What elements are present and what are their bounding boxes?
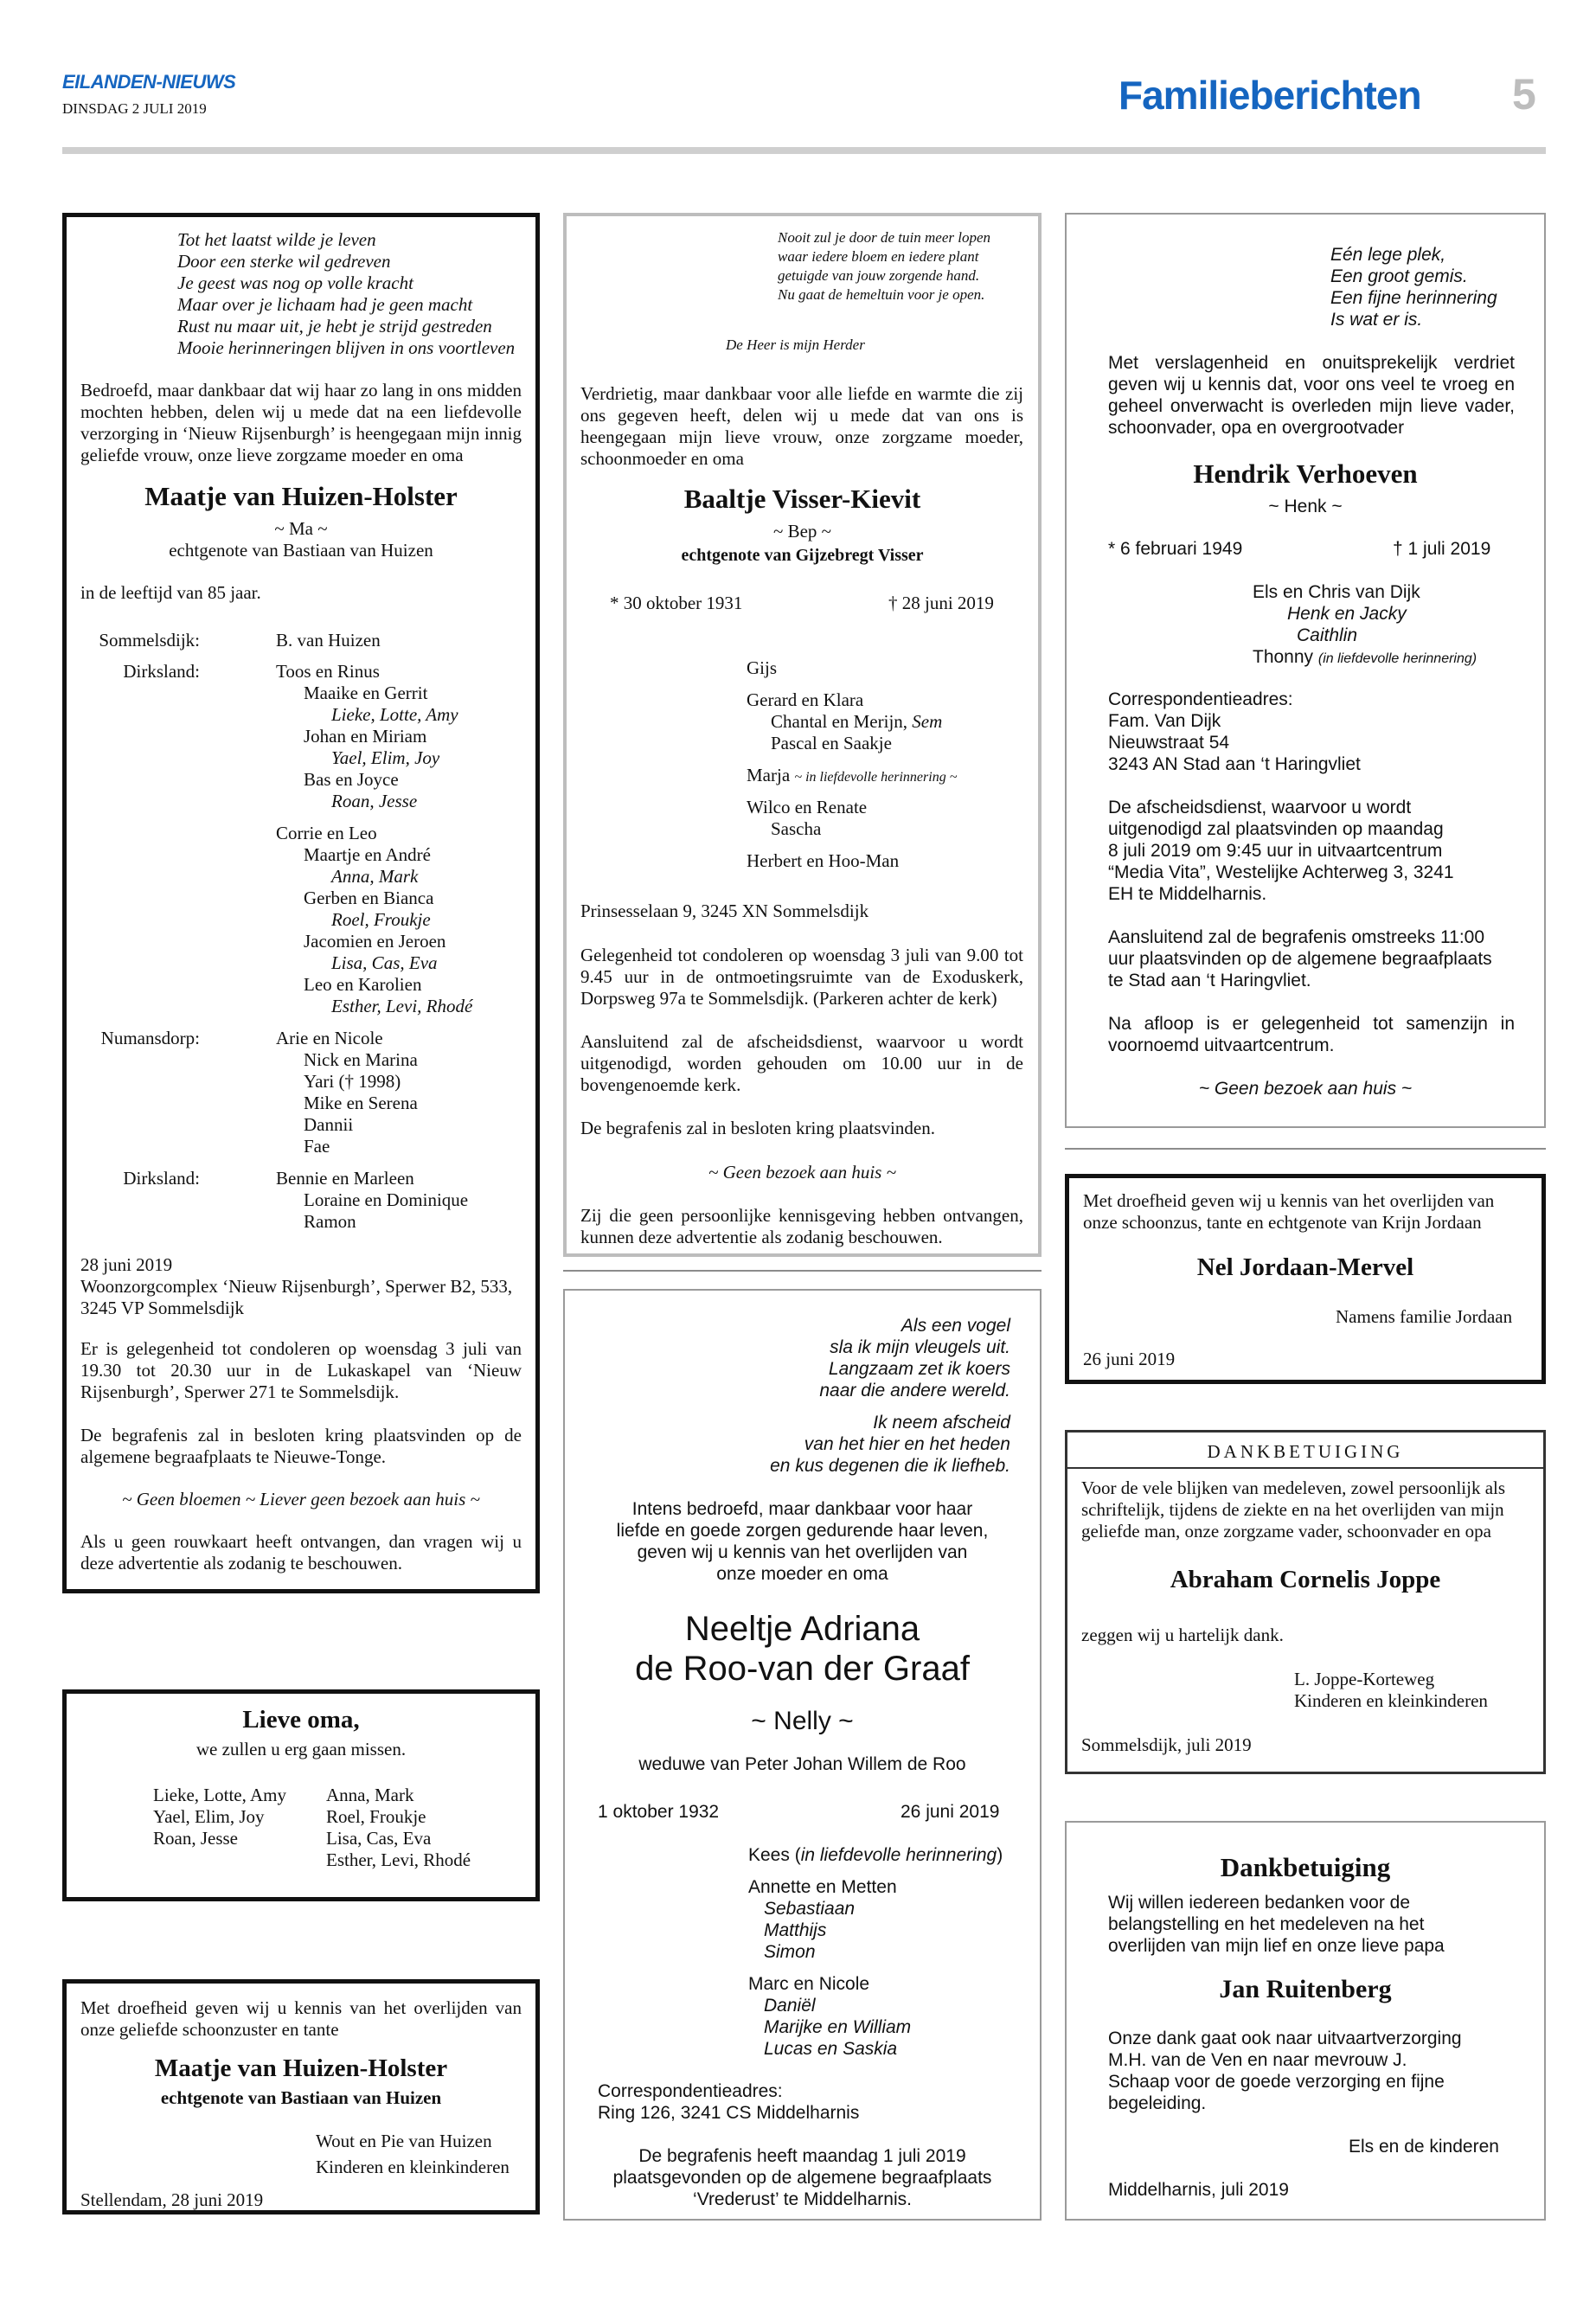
family-member: Toos en Rinus bbox=[276, 661, 380, 682]
column-divider bbox=[563, 1270, 1042, 1272]
visit-note: ~ Geen bezoek aan huis ~ bbox=[708, 1162, 896, 1183]
family-member: Gerben en Bianca bbox=[304, 888, 434, 908]
intro-text: Met droefheid geven wij u kennis van het overlijden van onze geliefde schoonzuster en tante bbox=[80, 1997, 522, 2040]
signer: Kinderen en kleinkinderen bbox=[316, 2157, 510, 2177]
thanks-text: begeleiding. bbox=[1108, 2093, 1207, 2113]
family-member: Herbert en Hoo-Man bbox=[747, 850, 900, 871]
poem-line: naar die andere wereld. bbox=[819, 1381, 1010, 1400]
intro-text: geliefde man, onze zorgzame vader, schoonvader en opa bbox=[1081, 1521, 1491, 1541]
poem-line: van het hier en het heden bbox=[804, 1434, 1010, 1454]
funeral-line: te Stad aan ‘t Haringvliet. bbox=[1108, 971, 1311, 990]
intro-text: Voor de vele blijken van medeleven, zowel persoonlijk als bbox=[1081, 1477, 1506, 1498]
correspondence-label: Correspondentieadres: bbox=[598, 2081, 783, 2101]
family-member: Els en Chris van Dijk bbox=[1253, 582, 1420, 602]
poem-line: getuigde van jouw zorgende hand. bbox=[778, 267, 980, 284]
signer: Kinderen en kleinkinderen bbox=[1294, 1690, 1488, 1711]
deceased-name: Jan Ruitenberg bbox=[1219, 1975, 1392, 2003]
nickname: ~ Nelly ~ bbox=[751, 1707, 854, 1735]
family-member: Dannii bbox=[304, 1114, 354, 1135]
poem-line: Door een sterke wil gedreven bbox=[177, 251, 391, 272]
deceased-name: Abraham Cornelis Joppe bbox=[1170, 1566, 1441, 1593]
correspondence-line: Nieuwstraat 54 bbox=[1108, 733, 1230, 753]
family-member: Lisa, Cas, Eva bbox=[331, 952, 438, 973]
tribute-lieve-oma bbox=[62, 1689, 540, 1901]
intro-text: liefde en goede zorgen gedurende haar leven, bbox=[616, 1521, 989, 1541]
thanks-ruitenberg bbox=[1065, 1821, 1546, 2221]
notice-date: 26 juni 2019 bbox=[1083, 1349, 1176, 1369]
poem-line: Nooit zul je door de tuin meer lopen bbox=[778, 229, 991, 246]
poem-line: Een fijne herinnering bbox=[1330, 288, 1497, 308]
nickname: ~ Bep ~ bbox=[772, 521, 832, 542]
deceased-name: Maatje van Huizen-Holster bbox=[154, 2054, 448, 2082]
service-line: De afscheidsdienst, waarvoor u wordt bbox=[1108, 798, 1412, 817]
family-member: Maartje en André bbox=[304, 844, 431, 865]
verse-line: De Heer is mijn Herder bbox=[726, 336, 865, 353]
funeral-text: De begrafenis zal in besloten kring plaatsvinden. bbox=[580, 1118, 935, 1138]
family-member: Bennie en Marleen bbox=[276, 1168, 414, 1189]
obituary-verhoeven bbox=[1065, 213, 1546, 1128]
thanks-joppe bbox=[1065, 1430, 1546, 1774]
family-place: Sommelsdijk: bbox=[99, 630, 200, 651]
family-member: Sebastiaan bbox=[764, 1899, 856, 1919]
notice-jordaan-mervel bbox=[1065, 1174, 1546, 1384]
family-member: Marc en Nicole bbox=[748, 1974, 870, 1994]
grandchildren: Roel, Froukje bbox=[326, 1806, 426, 1827]
family-member: Simon bbox=[764, 1942, 816, 1962]
tribute-title: Lieve oma, bbox=[242, 1706, 360, 1734]
intro-text: schriftelijk, tijdens de ziekte en na het overlijden van mijn bbox=[1081, 1499, 1504, 1520]
service-text: Aansluitend zal de afscheidsdienst, waarvoor u wordt uitgenodigd, worden gehouden om 10.00 uur in de bovengenoemde kerk. bbox=[580, 1031, 1023, 1095]
family-member: Ramon bbox=[304, 1211, 356, 1232]
funeral-line: Aansluitend zal de begrafenis omstreeks 11:00 bbox=[1108, 927, 1485, 947]
family-member: Lucas en Saskia bbox=[764, 2039, 898, 2059]
family-member: Jacomien en Jeroen bbox=[304, 931, 446, 952]
intro-text: Met verslagenheid en onuitsprekelijk verdriet geven wij u kennis dat, voor ons veel te vroeg en geheel onverwacht is overleden mijn lieve vader, schoonvader, opa en overgrootvader bbox=[1108, 353, 1515, 438]
family-member: Thonny (in liefdevolle herinnering) bbox=[1253, 647, 1477, 667]
family-place: Dirksland: bbox=[123, 661, 200, 682]
family-member: Gerard en Klara bbox=[747, 689, 864, 710]
grandchildren: Esther, Levi, Rhodé bbox=[326, 1849, 471, 1870]
birth-date: * 30 oktober 1931 bbox=[610, 593, 743, 613]
intro-text: geven wij u kennis van het overlijden van bbox=[637, 1542, 968, 1562]
newspaper-logo: EILANDEN-NIEUWS bbox=[62, 71, 236, 93]
grandchildren: Anna, Mark bbox=[326, 1785, 414, 1805]
death-date: 28 juni 2019 bbox=[80, 1254, 173, 1275]
signer: Wout en Pie van Huizen bbox=[316, 2131, 492, 2151]
grandchildren: Lisa, Cas, Eva bbox=[326, 1828, 432, 1849]
family-member: Yari († 1998) bbox=[304, 1071, 401, 1092]
closing-text: Als u geen rouwkaart heeft ontvangen, dan vragen wij u deze advertentie als zodanig te beschouwen. bbox=[80, 1531, 522, 1574]
family-member: Corrie en Leo bbox=[276, 823, 377, 843]
signer: Els en de kinderen bbox=[1349, 2137, 1499, 2157]
family-member: Johan en Miriam bbox=[304, 726, 427, 747]
thanks-text: Onze dank gaat ook naar uitvaartverzorging bbox=[1108, 2029, 1462, 2048]
funeral-line: uur plaatsvinden op de algemene begraafplaats bbox=[1108, 949, 1492, 969]
after-text: Na afloop is er gelegenheid tot samenzijn in voornoemd uitvaartcentrum. bbox=[1108, 1014, 1515, 1055]
family-member: Esther, Levi, Rhodé bbox=[331, 996, 473, 1016]
death-date: † 28 juni 2019 bbox=[888, 593, 994, 613]
poem-line: Je geest was nog op volle kracht bbox=[177, 272, 413, 293]
intro-text: Wij willen iedereen bedanken voor de bbox=[1108, 1893, 1411, 1913]
intro-text: belangstelling en het medeleven na het bbox=[1108, 1914, 1425, 1934]
poem-line: Als een vogel bbox=[901, 1316, 1010, 1336]
family-member: Henk en Jacky bbox=[1287, 604, 1407, 624]
family-member: Chantal en Merijn, Sem bbox=[771, 711, 943, 732]
poem-line: Rust nu maar uit, je hebt je strijd gestreden bbox=[177, 316, 492, 336]
title-rule bbox=[1067, 1467, 1543, 1469]
thanks-title: DANKBETUIGING bbox=[1207, 1441, 1404, 1462]
place-date: Stellendam, 28 juni 2019 bbox=[80, 2189, 264, 2210]
family-member: Mike en Serena bbox=[304, 1093, 418, 1113]
intro-text: onze moeder en oma bbox=[716, 1564, 888, 1584]
deceased-name: Baaltje Visser-Kievit bbox=[683, 484, 921, 514]
deceased-name: Nel Jordaan-Mervel bbox=[1196, 1253, 1414, 1281]
grandchildren: Roan, Jesse bbox=[153, 1828, 238, 1849]
intro-text: Intens bedroefd, maar dankbaar voor haar bbox=[631, 1499, 973, 1519]
thanks-text: M.H. van de Ven en naar mevrouw J. bbox=[1108, 2050, 1407, 2070]
visit-note: ~ Geen bloemen ~ Liever geen bezoek aan huis ~ bbox=[122, 1489, 480, 1509]
obituary-de-roo-van-der-graaf bbox=[563, 1289, 1042, 2221]
address-line: Woonzorgcomplex ‘Nieuw Rijsenburgh’, Sperwer B2, 533, bbox=[80, 1276, 513, 1297]
poem-line: Ik neem afscheid bbox=[873, 1413, 1010, 1433]
family-member: Roel, Froukje bbox=[331, 909, 431, 930]
family-member: Lieke, Lotte, Amy bbox=[331, 704, 458, 725]
birth-date: 1 oktober 1932 bbox=[598, 1802, 720, 1822]
family-member: Pascal en Saakje bbox=[771, 733, 892, 753]
issue-date: DINSDAG 2 JULI 2019 bbox=[62, 100, 207, 117]
nickname: ~ Ma ~ bbox=[274, 518, 328, 539]
family-member: Nick en Marina bbox=[304, 1049, 418, 1070]
family-member: Maaike en Gerrit bbox=[304, 683, 428, 703]
birth-date: * 6 februari 1949 bbox=[1108, 539, 1243, 559]
intro-text: Met droefheid geven wij u kennis van het overlijden van bbox=[1083, 1190, 1495, 1211]
thanks-title: Dankbetuiging bbox=[1220, 1852, 1391, 1882]
correspondence-line: Fam. Van Dijk bbox=[1108, 711, 1221, 731]
service-line: EH te Middelharnis. bbox=[1108, 884, 1267, 904]
family-member: Annette en Metten bbox=[748, 1877, 897, 1897]
spouse-line: echtgenote van Gijzebregt Visser bbox=[681, 546, 924, 565]
family-place: Numansdorp: bbox=[100, 1028, 200, 1048]
poem-line: Een groot gemis. bbox=[1330, 266, 1468, 286]
family-member: Yael, Elim, Joy bbox=[331, 747, 440, 768]
address-line: Prinsesselaan 9, 3245 XN Sommelsdijk bbox=[580, 901, 869, 921]
poem-line: Mooie herinneringen blijven in ons voortleven bbox=[177, 337, 516, 358]
funeral-text: De begrafenis heeft maandag 1 juli 2019 bbox=[638, 2146, 966, 2166]
grandchildren: Yael, Elim, Joy bbox=[153, 1806, 265, 1827]
spouse-line: echtgenote van Bastiaan van Huizen bbox=[160, 2087, 442, 2108]
thanks-text: zeggen wij u hartelijk dank. bbox=[1081, 1625, 1284, 1645]
intro-text: Verdrietig, maar dankbaar voor alle liefde en warmte die zij ons gegeven heeft, delen wij u mede dat van ons is heengegaan mijn lieve vrouw, onze zorgzame moeder, schoonmoeder en oma bbox=[580, 383, 1023, 469]
service-line: “Media Vita”, Westelijke Achterweg 3, 3241 bbox=[1108, 862, 1454, 882]
service-line: 8 juli 2019 om 9:45 uur in uitvaartcentrum bbox=[1108, 841, 1443, 861]
grandchildren: Lieke, Lotte, Amy bbox=[153, 1785, 286, 1805]
poem-line: Eén lege plek, bbox=[1330, 245, 1446, 265]
funeral-text: ‘Vrederust’ te Middelharnis. bbox=[693, 2189, 912, 2209]
condolence-text: Gelegenheid tot condoleren op woensdag 3 juli van 9.00 tot 9.45 uur in de ontmoetingsruimte van de Exoduskerk, Dorpsweg 97a te Sommelsdijk. (Parkeren achter de kerk) bbox=[580, 945, 1023, 1009]
spouse-line: weduwe van Peter Johan Willem de Roo bbox=[638, 1754, 966, 1774]
obituary-huizen-holster bbox=[62, 213, 540, 1593]
spouse-line: echtgenote van Bastiaan van Huizen bbox=[169, 540, 433, 561]
funeral-text: plaatsgevonden op de algemene begraafplaats bbox=[612, 2168, 992, 2188]
intro-text: onze schoonzus, tante en echtgenote van Krijn Jordaan bbox=[1083, 1212, 1482, 1233]
family-member: Marja ~ in liefdevolle herinnering ~ bbox=[747, 765, 958, 785]
correspondence-address: Ring 126, 3241 CS Middelharnis bbox=[598, 2103, 860, 2123]
poem-line: en kus degenen die ik liefheb. bbox=[770, 1456, 1010, 1476]
service-line: uitgenodigd zal plaatsvinden op maandag bbox=[1108, 819, 1444, 839]
section-title: Familieberichten bbox=[1118, 73, 1421, 118]
family-member: Loraine en Dominique bbox=[304, 1189, 469, 1210]
family-member: Fae bbox=[304, 1136, 330, 1157]
death-date: 26 juni 2019 bbox=[901, 1802, 1000, 1822]
address-line: 3245 VP Sommelsdijk bbox=[80, 1298, 245, 1318]
page-number: 5 bbox=[1512, 70, 1536, 119]
family-member: Matthijs bbox=[764, 1920, 827, 1940]
family-member: Caithlin bbox=[1297, 625, 1358, 645]
nickname: ~ Henk ~ bbox=[1268, 497, 1343, 516]
family-member: Marijke en William bbox=[764, 2017, 912, 2037]
poem-line: Is wat er is. bbox=[1330, 310, 1423, 330]
place-date: Sommelsdijk, juli 2019 bbox=[1081, 1734, 1252, 1755]
notice-huizen-holster-family bbox=[62, 1979, 540, 2214]
column-divider bbox=[1065, 1148, 1546, 1150]
visit-note: ~ Geen bezoek aan huis ~ bbox=[1198, 1079, 1413, 1099]
poem-line: sla ik mijn vleugels uit. bbox=[830, 1337, 1010, 1357]
closing-text: Zij die geen persoonlijke kennisgeving hebben ontvangen, kunnen deze advertentie als zodanig beschouwen. bbox=[580, 1205, 1023, 1247]
header-rule bbox=[62, 147, 1546, 154]
family-member: Bas en Joyce bbox=[304, 769, 399, 790]
deceased-name: Hendrik Verhoeven bbox=[1193, 458, 1418, 489]
correspondence-line: Correspondentieadres: bbox=[1108, 689, 1293, 709]
signer: L. Joppe-Korteweg bbox=[1294, 1669, 1435, 1689]
family-member: Sascha bbox=[771, 818, 822, 839]
family-place: Dirksland: bbox=[123, 1168, 200, 1189]
intro-text: overlijden van mijn lief en onze lieve papa bbox=[1108, 1936, 1445, 1956]
family-member: Wilco en Renate bbox=[747, 797, 868, 817]
poem-line: Tot het laatst wilde je leven bbox=[177, 229, 376, 250]
family-member: B. van Huizen bbox=[276, 630, 381, 651]
poem-line: Langzaam zet ik koers bbox=[828, 1359, 1010, 1379]
deceased-name: de Roo-van der Graaf bbox=[635, 1650, 970, 1688]
family-member: Gijs bbox=[747, 657, 778, 678]
poem-line: Nu gaat de hemeltuin voor je open. bbox=[778, 286, 985, 303]
family-member: Leo en Karolien bbox=[304, 974, 422, 995]
family-member: Kees (in liefdevolle herinnering) bbox=[748, 1845, 1003, 1865]
signer: Namens familie Jordaan bbox=[1336, 1306, 1513, 1327]
obituary-visser-kievit bbox=[563, 213, 1042, 1257]
deceased-name: Neeltje Adriana bbox=[684, 1610, 920, 1648]
family-member: Arie en Nicole bbox=[276, 1028, 383, 1048]
poem-line: Maar over je lichaam had je geen macht bbox=[177, 294, 473, 315]
intro-text: Bedroefd, maar dankbaar dat wij haar zo lang in ons midden mochten hebben, delen wij u mede dat na een liefdevolle verzorging in ‘Nieuw Rijsenburgh’ is heengegaan mijn innig geliefde vrouw, onze lieve zorgzame moeder en oma bbox=[80, 380, 522, 465]
death-date: † 1 juli 2019 bbox=[1393, 539, 1491, 559]
age-line: in de leeftijd van 85 jaar. bbox=[80, 582, 261, 603]
poem-line: waar iedere bloem en iedere plant bbox=[778, 248, 979, 265]
family-member: Roan, Jesse bbox=[331, 791, 418, 811]
condolence-text: Er is gelegenheid tot condoleren op woensdag 3 juli van 19.30 tot 20.30 uur in de Lukaskapel van ‘Nieuw Rijsenburgh’, Sperwer 271 te Sommelsdijk. bbox=[80, 1338, 522, 1402]
family-member: Anna, Mark bbox=[331, 866, 419, 887]
funeral-text: De begrafenis zal in besloten kring plaatsvinden op de algemene begraafplaats te Nieuwe-Tonge. bbox=[80, 1425, 522, 1467]
tribute-subtitle: we zullen u erg gaan missen. bbox=[195, 1739, 407, 1759]
place-date: Middelharnis, juli 2019 bbox=[1108, 2180, 1289, 2200]
deceased-name: Maatje van Huizen-Holster bbox=[144, 481, 458, 511]
thanks-text: Schaap voor de goede verzorging en fijne bbox=[1108, 2072, 1445, 2092]
family-member: Daniël bbox=[764, 1996, 816, 2016]
correspondence-line: 3243 AN Stad aan ‘t Haringvliet bbox=[1108, 754, 1361, 774]
